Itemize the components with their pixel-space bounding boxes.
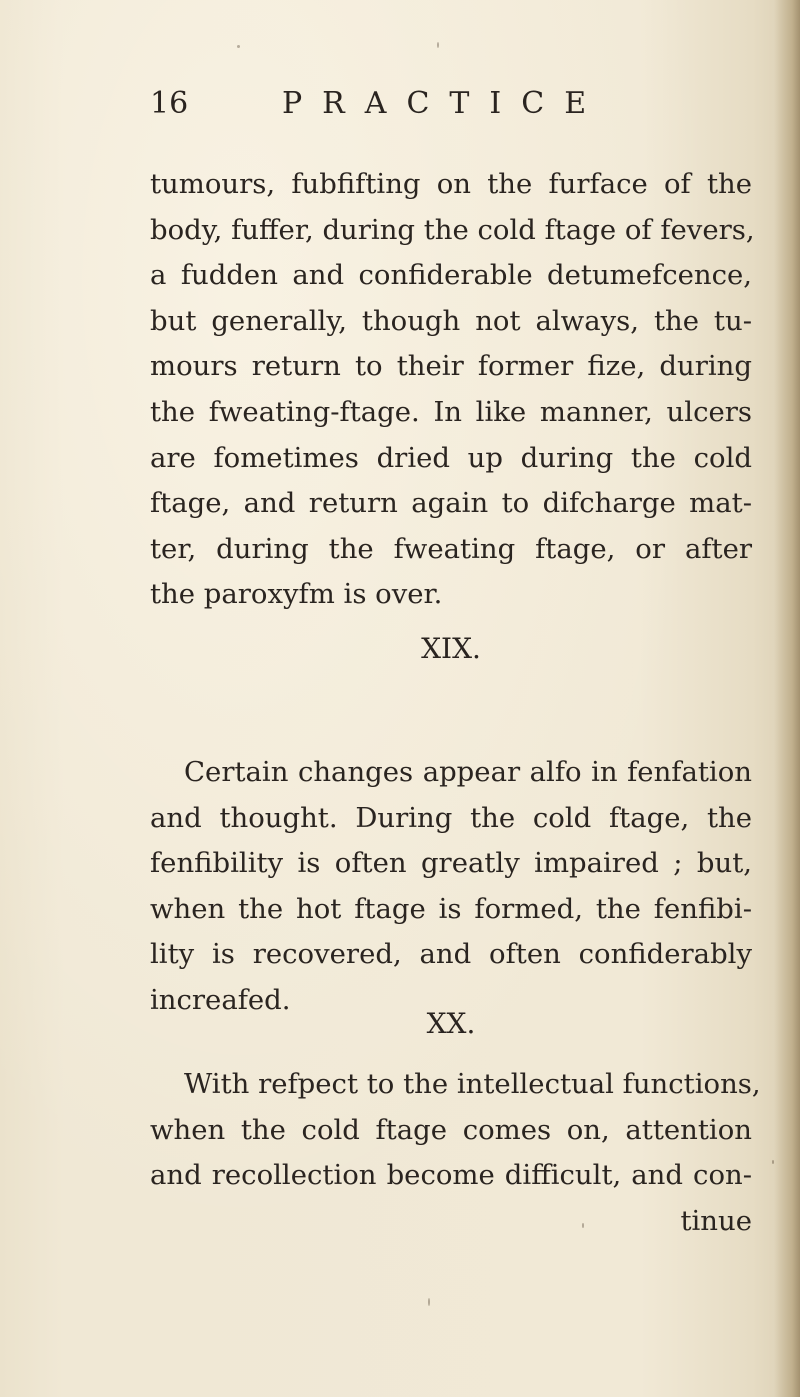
text-line: but generally, though not always, the tu-: [150, 304, 752, 337]
paper-speck: [428, 1298, 430, 1306]
section-heading-xx: XX.: [426, 1007, 476, 1040]
text-line: are fometimes dried up during the cold: [150, 441, 752, 474]
text-line: fenfibility is often greatly impaired ; but,: [150, 847, 752, 880]
paper-speck: [582, 1223, 584, 1228]
running-head: PRACTICE: [282, 86, 607, 121]
text-line: mours return to their former fize, during: [150, 350, 752, 383]
text-line: Certain changes appear alfo in fenfation: [184, 756, 752, 788]
text-line: body, fuffer, during the cold ftage of fevers,: [150, 213, 755, 246]
paper-speck: [772, 1160, 774, 1164]
paragraph-1: [150, 162, 755, 618]
page-header: [150, 86, 670, 134]
paragraph-2: [150, 750, 752, 1024]
text-line: lity is recovered, and often confiderably: [150, 938, 752, 971]
text-line: when the cold ftage comes on, attention: [150, 1113, 752, 1146]
paper-speck: [437, 42, 439, 48]
text-line: the fweating-ftage. In like manner, ulcers: [150, 395, 752, 428]
paper-speck: [237, 45, 240, 48]
paragraph-3: [150, 1062, 761, 1244]
text-line: tumours, fubfifting on the furface of the: [150, 168, 752, 200]
section-heading-xix: XIX.: [421, 632, 481, 665]
text-line: the paroxyfm is over.: [150, 578, 443, 611]
text-line: and thought. During the cold ftage, the: [150, 801, 752, 834]
text-line: and recollection become difficult, and con-: [150, 1159, 752, 1192]
text-line: increafed.: [150, 983, 291, 1016]
page-number: 16: [150, 86, 189, 121]
text-line: ter, during the fweating ftage, or after: [150, 532, 752, 565]
text-line: when the hot ftage is formed, the fenfibi-: [150, 892, 752, 925]
text-line: With refpect to the intellectual functions,: [184, 1068, 761, 1100]
catchword: tinue: [680, 1204, 752, 1237]
page-edge-shadow: [774, 0, 800, 1397]
text-line: ftage, and return again to difcharge mat-: [150, 487, 752, 520]
text-line: a fudden and confiderable detumefcence,: [150, 259, 752, 292]
